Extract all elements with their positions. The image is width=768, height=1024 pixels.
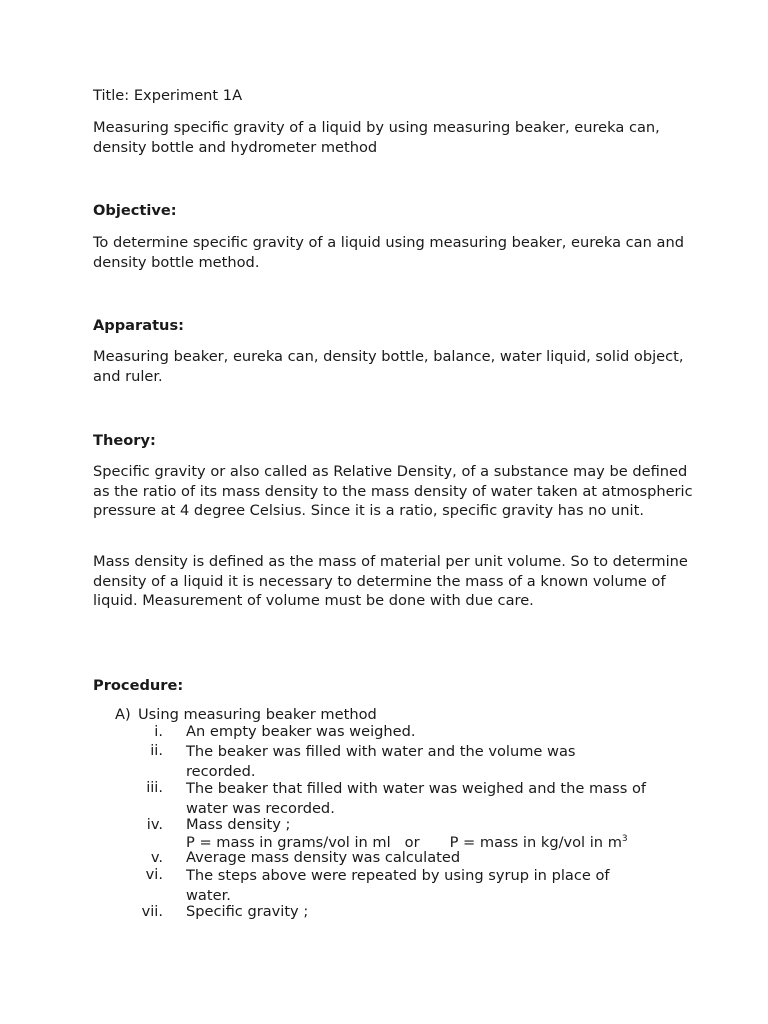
list-item-number: iii. (146, 779, 163, 796)
list-item-text: The steps above were repeated by using syrup in place of water. (186, 867, 610, 904)
objective-heading: Objective: (93, 202, 177, 219)
formula-grams: P = mass in grams/vol in ml (186, 833, 391, 851)
formula-kg: P = mass in kg/vol in m (449, 833, 622, 851)
subsection-title: Using measuring beaker method (138, 706, 377, 723)
theory-paragraph-1: Specific gravity or also called as Relative Density, of a substance may be defined as the ratio of its mass density to the mass density of water taken at atmospheric pressure at 4 degree Celsius. Since it is a ratio, specific gravity has no unit. (93, 463, 693, 519)
subsection-letter: A) (115, 706, 131, 723)
intro-paragraph: Measuring specific gravity of a liquid by using measuring beaker, eureka can, density bottle and hydrometer method (93, 119, 660, 156)
list-item-number: i. (154, 723, 163, 740)
procedure-subsection-a (115, 706, 377, 724)
list-item-number: v. (150, 849, 163, 866)
list-item-text: Average mass density was calculated (186, 849, 461, 866)
formula-superscript: 3 (621, 833, 628, 844)
list-item-text: Specific gravity ; (186, 903, 309, 920)
list-item-text (186, 816, 686, 851)
apparatus-text: Measuring beaker, eureka can, density bottle, balance, water liquid, solid object, and ruler. (93, 348, 684, 385)
theory-paragraph-2: Mass density is defined as the mass of material per unit volume. So to determine density of a liquid it is necessary to determine the mass of a known volume of liquid. Measurement of volume must be done with due care. (93, 553, 688, 609)
mass-density-label: Mass density ; (186, 816, 291, 833)
list-item-text: An empty beaker was weighed. (186, 723, 416, 740)
list-item-number: vi. (145, 866, 163, 883)
list-item-number: iv. (146, 816, 163, 833)
list-item-number: ii. (150, 742, 163, 759)
apparatus-heading: Apparatus: (93, 317, 184, 334)
list-item-number: vii. (141, 903, 163, 920)
list-item-text: The beaker was filled with water and the volume was recorded. (186, 743, 576, 780)
document-title: Title: Experiment 1A (93, 87, 243, 104)
theory-heading: Theory: (93, 432, 156, 449)
procedure-heading: Procedure: (93, 677, 184, 694)
objective-text: To determine specific gravity of a liquid using measuring beaker, eureka can and density bottle method. (93, 234, 684, 271)
list-item-text: The beaker that filled with water was weighed and the mass of water was recorded. (186, 780, 647, 817)
formula-or: or (404, 833, 420, 851)
